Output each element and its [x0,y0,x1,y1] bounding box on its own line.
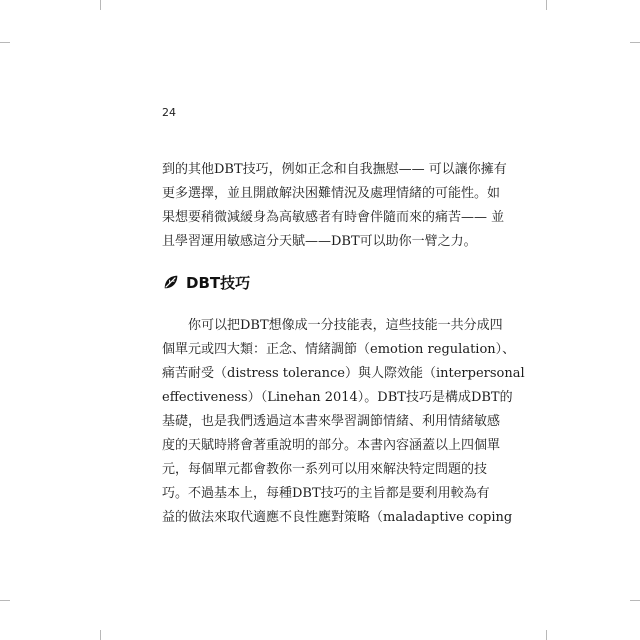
intro-paragraph [162,158,507,254]
body-line: 個單元或四大類：正念、情緒調節（emotion regulation）、 [162,342,516,357]
crop-mark-left-bottom [0,600,10,601]
intro-line: 果想要稍微減緩身為高敏感者有時會伴隨而來的痛苦—— 並 [162,210,505,225]
section-heading [162,270,250,294]
crop-mark-bottom-right [546,630,547,640]
body-line: 巧。不過基本上，每種DBT技巧的主旨都是要利用較為有 [162,486,490,501]
intro-line: 且學習運用敏感這分天賦——DBT可以助你一臂之力。 [162,234,477,249]
body-line: 痛苦耐受（distress tolerance）與人際效能（interpersonal [162,366,525,381]
page-number: 24 [162,106,176,119]
crop-mark-left-top [0,42,10,43]
body-line: 基礎，也是我們透過這本書來學習調節情緒、利用情緒敏感 [162,414,501,429]
body-line: 度的天賦時將會著重說明的部分。本書內容涵蓋以上四個單 [162,438,501,453]
leaf-icon [162,273,180,291]
crop-mark-top-right [546,0,547,10]
intro-line: 更多選擇，並且開啟解決困難情況及處理情緒的可能性。如 [162,186,501,201]
body-line: 你可以把DBT想像成一分技能表，這些技能一共分成四 [188,318,503,333]
body-paragraph [162,314,525,530]
intro-line: 到的其他DBT技巧，例如正念和自我撫慰—— 可以讓你擁有 [162,162,507,177]
crop-mark-right-bottom [630,600,640,601]
section-title: DBT技巧 [186,273,251,292]
body-line: effectiveness）（Linehan 2014）。DBT技巧是構成DBT的 [162,390,513,405]
crop-mark-right-top [630,42,640,43]
body-line: 益的做法來取代適應不良性應對策略（maladaptive coping [162,510,513,525]
crop-mark-bottom-left [100,630,101,640]
crop-mark-top-left [100,0,101,10]
body-line: 元，每個單元都會教你一系列可以用來解決特定問題的技 [162,462,488,477]
